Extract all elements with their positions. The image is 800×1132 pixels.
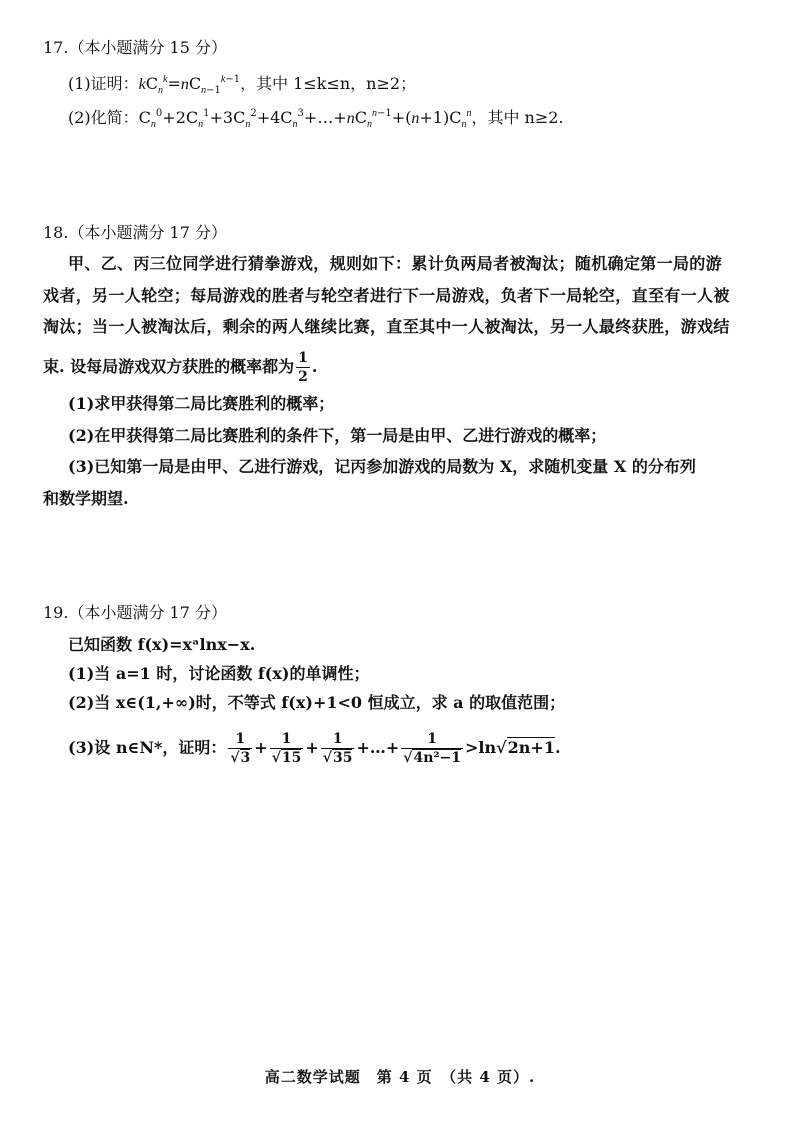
q17-part2-label: (2)化简：	[68, 108, 139, 127]
q18-text-line2: 戏者，另一人轮空；每局游戏的胜者与轮空者进行下一局游戏，负者下一局轮空，直至有一人被	[43, 286, 730, 305]
q18-header: 18.（本小题满分 17 分）	[43, 223, 227, 242]
page-footer: 高二数学试题 第 4 页 （共 4 页）.	[264, 1068, 536, 1086]
q17-part1: (1)证明：$kC_n^k=nC_{n-1}^{k-1}$，其中 1≤k≤n，n≥2；	[68, 74, 417, 96]
fraction-1-sqrt3: $\frac{1}{√3}$	[230, 731, 251, 766]
q19-part2: (2)当 x∈(1,+∞)时，不等式 f(x)+1<0 恒成立，求 a 的取值范围；	[68, 693, 566, 712]
q18-text-line4: 束. 设每局游戏双方获胜的概率都为 $\frac{1}{2}$ .	[43, 350, 318, 385]
q17-header: 17.（本小题满分 15 分）	[43, 38, 227, 57]
fraction-1-sqrt-4n2-1: $\frac{1}{\text{√4n²−1}}$	[403, 731, 462, 766]
q18-text-line1: 甲、乙、丙三位同学进行猜拳游戏，规则如下：累计负两局者被淘汰；随机确定第一局的游	[68, 254, 723, 273]
q18-part3-continued: 和数学期望.	[43, 489, 129, 508]
q17-part1-condition: ，其中 1≤k≤n，n≥2；	[240, 74, 417, 93]
q19-part1: (1)当 a=1 时，讨论函数 f(x)的单调性；	[68, 664, 370, 683]
q18-text-line3: 淘汰；当一人被淘汰后，剩余的两人继续比赛，直至其中一人被淘汰，另一人最终获胜，游戏结	[43, 317, 730, 336]
rhs-sqrt: 2n+1	[507, 738, 555, 757]
q19-part3: (3)设 n∈N*，证明： $\frac{1}{√3}$ + $\frac{1}{√15}$ + $\frac{1}{√35}$ +…+ $\frac{1}{\text{√4n²−1}}$ >ln√2n+1.	[68, 731, 561, 766]
q18-part1: (1)求甲获得第二局比赛胜利的概率；	[68, 394, 335, 413]
q18-part3: (3)已知第一局是由甲、乙进行游戏，记丙参加游戏的局数为 X，求随机变量 X 的分布列	[68, 457, 696, 476]
q19-part3-label: (3)设 n∈N*，证明：	[68, 738, 227, 757]
fraction-one-half: $\frac{1}{2}$	[298, 350, 308, 385]
q17-part2-condition: ，其中 n≥2.	[471, 108, 564, 127]
q19-intro: 已知函数 f(x)=xᵃlnx−x.	[68, 635, 256, 654]
fraction-1-sqrt35: $\frac{1}{√35}$	[322, 731, 353, 766]
q19-header: 19.（本小题满分 17 分）	[43, 603, 227, 622]
q18-part2: (2)在甲获得第二局比赛胜利的条件下，第一局是由甲、乙进行游戏的概率；	[68, 426, 607, 445]
fraction-1-sqrt15: $\frac{1}{√15}$	[271, 731, 302, 766]
q17-part1-label: (1)证明：	[68, 74, 139, 93]
q17-part2: (2)化简：$C_n^0+2C_n^1+3C_n^2+4C_n^3+\dots+nC_n^{n-1}+(n+1)C_n^n$，其中 n≥2.	[68, 108, 564, 130]
